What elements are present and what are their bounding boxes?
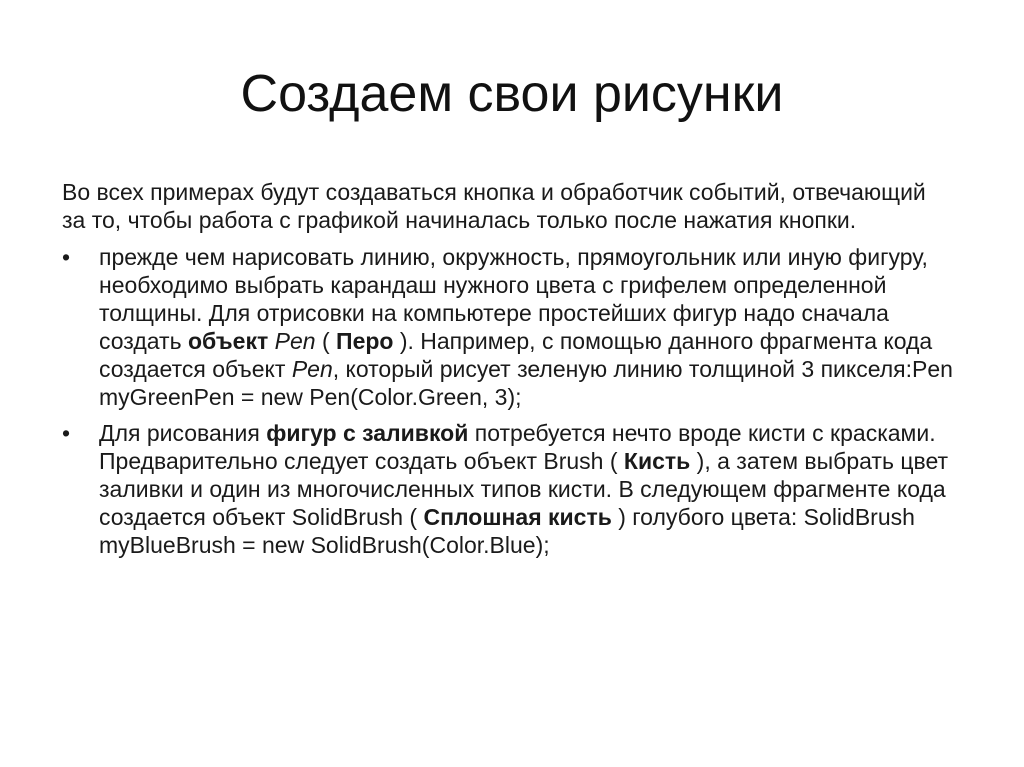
bullet-text: прежде чем нарисовать линию, окружность, прямоугольник или иную фигуру, необходимо выбрать карандаш нужного цвета с грифелем определенной толщины. Для отрисовки на компьютере простейших фигур надо сначала создать <box>99 244 928 354</box>
bullet-item-pen <box>62 243 957 411</box>
bullet-text: потребуется нечто вроде кисти с красками. Предварительно следует создать объект Brush ( <box>99 420 936 474</box>
bullet-dot-icon: • <box>62 420 71 446</box>
bold-term: Перо <box>336 328 394 354</box>
bold-term: Сплошная кисть <box>423 504 612 530</box>
bold-term: фигур с заливкой <box>266 420 469 446</box>
bullet-dot-icon: • <box>62 244 71 270</box>
italic-term: Pen <box>291 356 333 382</box>
bold-term: Кисть <box>623 448 691 474</box>
bold-term: объект <box>187 328 269 354</box>
bullet-item-brush <box>62 419 957 559</box>
bullet-text: ( <box>315 328 337 354</box>
bullet-list <box>62 243 962 559</box>
bullet-text: Для рисования <box>99 420 267 446</box>
bullet-text: ) голубого цвета: SolidBrush myBlueBrush = new SolidBrush(Color.Blue); <box>99 504 915 558</box>
italic-term: Pen <box>274 328 316 354</box>
bullet-text: ). Например, с помощью данного фрагмента кода создается объект <box>99 328 933 382</box>
intro-paragraph: Во всех примерах будут создаваться кнопка и обработчик событий, отвечающий за то, чтобы работа с графикой начиналась только после нажатия кнопки. <box>62 179 926 233</box>
bullet-text: ), а затем выбрать цвет заливки и один из многочисленных типов кисти. В следующем фрагменте кода создается объект SolidBrush ( <box>99 448 949 530</box>
bullet-text: , который рисует зеленую линию толщиной 3 пикселя:Pen myGreenPen = new Pen(Color.Green, 3); <box>99 356 953 410</box>
slide-title: Создаем свои рисунки <box>240 65 784 123</box>
slide-body <box>62 178 962 567</box>
